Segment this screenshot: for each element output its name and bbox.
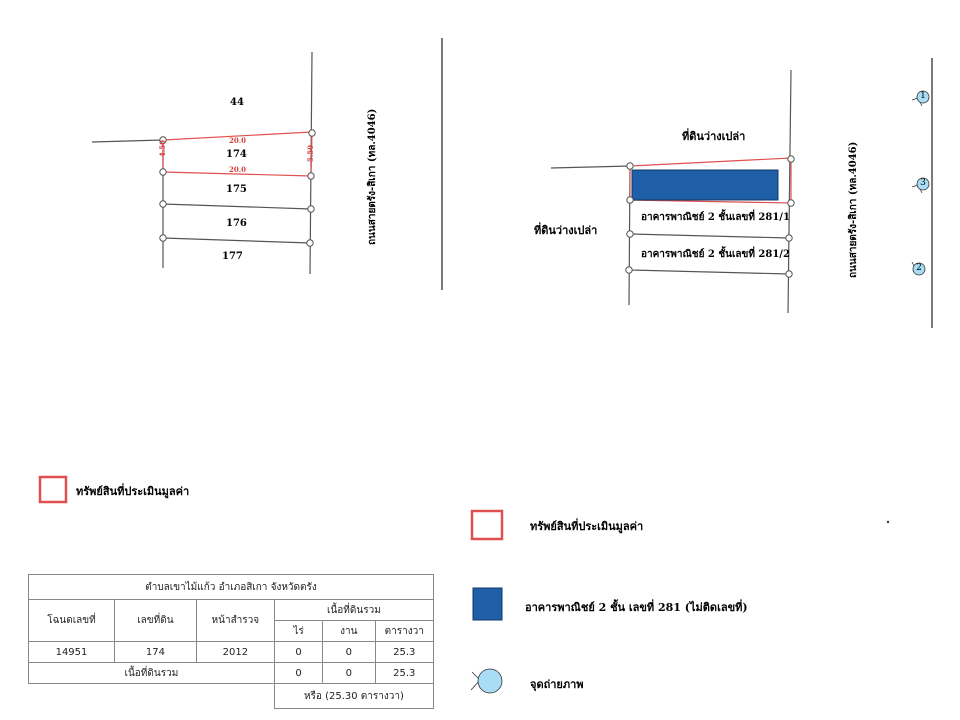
table-location: ตำบลเขาไม้แก้ว อำเภอสิเกา จังหวัดตรัง: [29, 575, 434, 600]
cell-rai: 0: [274, 642, 322, 663]
legend-photo-label: จุดถ่ายภาพ: [530, 678, 584, 691]
legend-building-label: อาคารพาณิชย์ 2 ชั้น เลขที่ 281 (ไม่ติดเลขที่): [525, 601, 748, 614]
left-road-label: ถนนสายตรัง-สิเกา (ทล.4046): [367, 108, 378, 245]
cell-sqwa: 25.3: [375, 642, 433, 663]
survey-marker: [627, 197, 633, 203]
left-plan-access-line: [92, 140, 163, 142]
total-sqwa: 25.3: [375, 663, 433, 684]
survey-marker: [788, 200, 794, 206]
survey-marker: [788, 156, 794, 162]
survey-marker: [160, 201, 166, 207]
survey-marker: [626, 267, 632, 273]
cell-survey-page: 2012: [196, 642, 274, 663]
survey-marker: [627, 231, 633, 237]
survey-marker: [786, 235, 792, 241]
commercial-building-281: [632, 170, 778, 200]
survey-marker: [160, 169, 166, 175]
survey-marker: [160, 235, 166, 241]
header-survey-page: หน้าสำรวจ: [196, 600, 274, 642]
photo-point-3-label: 3: [920, 178, 926, 188]
stray-dot: [887, 521, 889, 523]
photo-point-2-label: 2: [916, 263, 922, 273]
plot-divider: [163, 238, 310, 243]
survey-marker: [308, 206, 314, 212]
total-ngan: 0: [323, 663, 375, 684]
header-rai: ไร่: [274, 621, 322, 642]
legend-left-assessed-swatch: [40, 477, 66, 502]
plot-label-174: 174: [226, 149, 247, 160]
cell-deed-no: 14951: [29, 642, 115, 663]
plot-divider: [630, 234, 789, 238]
dimension-bottom: 20.0: [229, 165, 247, 174]
legend-building-swatch: [473, 588, 502, 620]
plot-divider: [629, 270, 789, 274]
legend-left-assessed-label: ทรัพย์สินที่ประเมินมูลค่า: [76, 485, 190, 498]
survey-marker: [308, 173, 314, 179]
dimension-left: 4.50: [158, 139, 167, 157]
survey-marker: [627, 163, 633, 169]
total-note: หรือ (25.30 ตารางวา): [274, 684, 433, 709]
total-label: เนื้อที่ดินรวม: [29, 663, 275, 684]
plot-label-177: 177: [222, 251, 243, 262]
legend-right-assessed-swatch: [472, 511, 502, 539]
header-ngan: งาน: [323, 621, 375, 642]
right-road-label: ถนนสายตรัง-สิเกา (ทล.4046): [848, 141, 859, 278]
building-label-281-2: อาคารพาณิชย์ 2 ชั้นเลขที่ 281/2: [641, 249, 790, 260]
plot-label-175: 175: [226, 184, 247, 195]
survey-marker: [786, 271, 792, 277]
plot-label-176: 176: [226, 218, 247, 229]
table-row: [29, 642, 434, 663]
cell-land-no: 174: [114, 642, 196, 663]
header-deed-no: โฉนดเลขที่: [29, 600, 115, 642]
legend-right-assessed-label: ทรัพย์สินที่ประเมินมูลค่า: [530, 520, 644, 533]
building-label-281-1: อาคารพาณิชย์ 2 ชั้นเลขที่ 281/1: [641, 212, 790, 223]
cell-ngan: 0: [323, 642, 375, 663]
table-total-row: [29, 663, 434, 684]
vacant-land-top-label: ที่ดินว่างเปล่า: [682, 130, 746, 143]
total-rai: 0: [274, 663, 322, 684]
plot-divider: [163, 204, 311, 209]
plot-label-44: 44: [230, 97, 244, 108]
right-plan-access-line: [551, 166, 630, 168]
dimension-top: 20.0: [229, 136, 247, 145]
survey-marker: [307, 240, 313, 246]
land-area-table: [28, 574, 434, 709]
legend-photo-icon: [471, 669, 502, 693]
photo-point-1-label: 1: [920, 91, 926, 101]
survey-marker: [309, 130, 315, 136]
header-land-no: เลขที่ดิน: [114, 600, 196, 642]
header-sqwa: ตารางวา: [375, 621, 433, 642]
header-area: เนื้อที่ดินรวม: [274, 600, 433, 621]
dimension-right: 5.50: [306, 144, 315, 162]
vacant-land-left-label: ที่ดินว่างเปล่า: [534, 224, 598, 237]
